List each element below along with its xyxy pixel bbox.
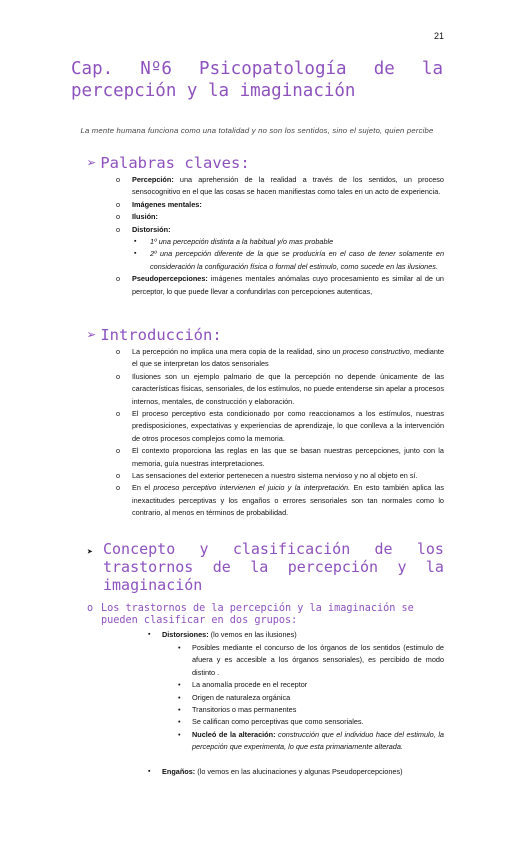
heading-word: la	[250, 558, 269, 576]
heading-word: los	[416, 540, 444, 558]
definition: una aprehensión de la realidad a través de los sentidos, un proceso sensocognitivo en el que las cosas se hacen manifiestas como tales en un acto de experiencia.	[132, 175, 444, 197]
list-item: o El contexto proporciona las reglas en las que se basan nuestras percepciones, junto con la memoria, guía nuestras interpretaciones.	[116, 445, 444, 470]
title-word: Psicopatología	[199, 59, 347, 79]
term: Pseudopercepciones:	[132, 274, 208, 284]
classification-lead	[87, 603, 444, 627]
list-item	[148, 766, 444, 778]
term: Nucleó de la alteración:	[192, 729, 276, 739]
heading-word: de	[374, 540, 393, 558]
keywords-list	[116, 174, 444, 298]
list-item	[116, 346, 444, 371]
page-number: 21	[433, 31, 444, 41]
term: Distorsión:	[132, 224, 171, 234]
section-heading-keywords	[87, 154, 250, 172]
list-item	[148, 629, 444, 641]
heading-word: la	[425, 558, 444, 576]
list-item	[116, 224, 444, 236]
heading-text: Palabras claves:	[100, 154, 250, 172]
definition: imágenes mentales anómalas cuyo procesamiento es similar al de un perceptor, lo que puede llevar a confundirlas con percepciones autenticas,	[132, 274, 444, 296]
intro-list	[116, 346, 444, 520]
sub-item: ▪ 1º una percepción distinta a la habitual y/o mas probable	[134, 236, 444, 248]
bullet-item: • Transitorios o mas permanentes	[176, 704, 444, 716]
italic-text: proceso constructivo	[342, 347, 410, 356]
term: Percepción:	[132, 175, 174, 184]
list-item	[116, 174, 444, 199]
bullet-item: • La anomalía procede en el receptor	[176, 679, 444, 691]
text: En el	[132, 483, 154, 493]
sub-item: ▪ 2º una percepción diferente de la que se produciría en el caso de tener solamente en consideración la configuración física o formal del estimulo, como sucede en las ilusiones.	[134, 248, 444, 273]
text: La percepción no implica una mera copia de la realidad, sino un	[132, 347, 343, 356]
lead-text: Los trastornos de la percepción y la imaginación se pueden clasificar en dos grupos:	[101, 603, 414, 626]
enganos-item	[148, 766, 444, 778]
text: , mediante el que se interpretan los datos sensoriales	[132, 347, 445, 369]
italic-text: construcción que el individuo hace del estimulo, la percepción que experimenta, lo que esta primariamente alterada.	[192, 729, 444, 752]
heading-word: y	[199, 540, 209, 558]
list-item: o Las sensaciones del exterior pertenecen a nuestro sistema nervioso y no al objeto en sí.	[116, 470, 444, 482]
heading-text: Introducción:	[100, 326, 222, 344]
term: Distorsiones:	[162, 630, 209, 639]
heading-line: imaginación	[103, 576, 203, 594]
distorsiones-item	[148, 629, 444, 641]
italic-text: proceso perceptivo intervienen el juicio y la interpretación.	[153, 483, 351, 493]
title-line-2: percepción y la imaginación	[71, 81, 356, 101]
list-item	[116, 211, 444, 223]
heading-word: Concepto	[103, 540, 176, 558]
title-word: Cap.	[71, 59, 114, 79]
term: Engaños:	[162, 767, 196, 776]
heading-word: trastornos	[103, 558, 194, 576]
heading-word: de	[212, 558, 231, 576]
section-heading-classification	[87, 540, 444, 594]
list-item	[116, 273, 444, 298]
arrow-bullet-icon: ➢	[87, 326, 97, 344]
title-word: Nº6	[140, 59, 172, 79]
section-heading-intro	[87, 326, 222, 344]
arrow-bullet-icon: ➢	[87, 154, 97, 172]
list-item	[116, 199, 444, 211]
title-word: de	[373, 59, 395, 79]
heading-word: y	[397, 558, 407, 576]
term: Imágenes mentales:	[132, 199, 202, 209]
title-word: la	[421, 59, 443, 79]
text: En esto también aplica las inexactitudes perceptivas y los engaños o errores sensoriales son tan normales como lo contrario, al menos en términos de probabilidad.	[132, 483, 444, 518]
list-item	[116, 482, 444, 519]
bullet-item	[176, 729, 444, 754]
term: Ilusión:	[132, 212, 158, 222]
definition: (lo vemos en las alucinaciones y algunas Pseudopercepciones)	[195, 767, 403, 776]
bullet-item: • Se califican como perceptivas que como sensoriales.	[176, 716, 444, 728]
bullet-item: • Origen de naturaleza orgánica	[176, 692, 444, 704]
heading-word: clasificación	[232, 540, 351, 558]
definition: (lo vemos en las ilusiones)	[208, 630, 297, 639]
list-item: o El proceso perceptivo esta condicionado por como reaccionamos a los estímulos, nuestras predisposiciones, expectativas y experiencias de aprendizaje, lo que conlleva a la intervención de otros procesos complejos como la memoria.	[116, 408, 444, 445]
distorsiones-bullets	[176, 642, 444, 754]
epigraph: La mente humana funciona como una totalidad y no son los sentidos, sino el sujeto, quien percibe	[80, 126, 434, 135]
circle-bullet-icon: o	[87, 603, 94, 614]
heading-word: percepción	[287, 558, 379, 576]
arrow-bullet-icon: ➤	[87, 547, 94, 558]
chapter-title	[71, 58, 443, 102]
list-item: o Ilusiones son un ejemplo palmario de que la percepción no depende únicamente de las características físicas, sensoriales, de los estímulos, no puede entenderse sin apelar a procesos internos, mentales, de construcción y elaboración.	[116, 371, 444, 408]
bullet-item: • Posibles mediante el concurso de los órganos de los sentidos (estimulo de afuera y es accesible a los órganos sensoriales), es percibido de modo distinto .	[176, 642, 444, 679]
